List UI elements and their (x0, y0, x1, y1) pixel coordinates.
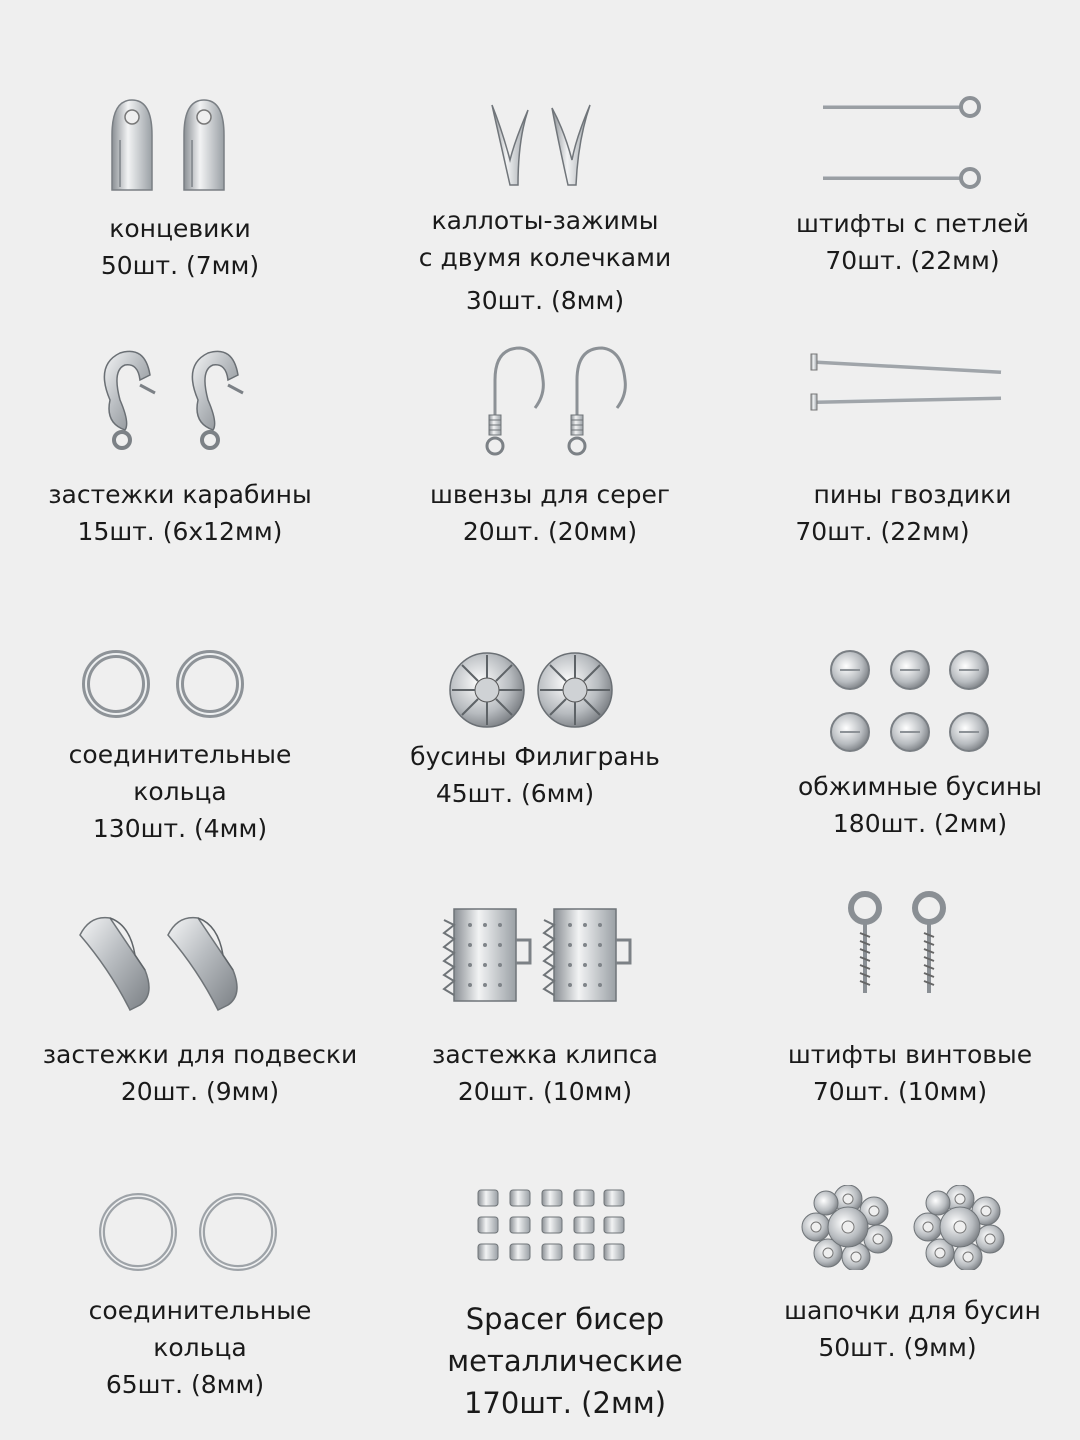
item-name: обжимные бусины (797, 772, 1043, 801)
item-qty: 15шт. (6х12мм) (77, 517, 283, 546)
item-name-line1: каллоты-зажимы (431, 206, 659, 235)
calotte-clamp-icon (480, 100, 610, 190)
cord-end-icon (100, 95, 260, 200)
head-pin-icon (805, 350, 1005, 420)
item-name: застежки для подвески (42, 1040, 358, 1069)
item-name: шапочки для бусин (784, 1296, 1041, 1325)
eye-pin-icon (820, 90, 985, 195)
item-qty: 170шт. (2мм) (463, 1386, 667, 1420)
item-name-line1: соединительные (88, 1296, 312, 1325)
item-qty: 65шт. (8мм) (105, 1370, 265, 1399)
item-qty: 70шт. (22мм) (825, 246, 1000, 275)
item-name-line1: соединительные (68, 740, 292, 769)
ribbon-clamp-icon (440, 905, 640, 1010)
item-name: застежки карабины (48, 480, 312, 509)
item-qty: 70шт. (10мм) (812, 1077, 988, 1106)
item-qty: 180шт. (2мм) (832, 809, 1008, 838)
item-qty: 20шт. (20мм) (462, 517, 638, 546)
item-name: швензы для серег (429, 480, 671, 509)
item-name: штифты винтовые (787, 1040, 1033, 1069)
item-qty: 30шт. (8мм) (465, 286, 625, 315)
item-qty: 50шт. (9мм) (818, 1333, 977, 1362)
item-qty: 45шт. (6мм) (435, 779, 595, 808)
item-name: бусины Филигрань (410, 742, 660, 771)
item-qty: 130шт. (4мм) (92, 814, 268, 843)
spacer-bead-icon (470, 1185, 630, 1265)
item-qty: 20шт. (9мм) (120, 1077, 280, 1106)
screw-eye-pin-icon (840, 888, 960, 998)
filigree-bead-icon (445, 650, 620, 730)
item-qty: 50шт. (7мм) (100, 251, 260, 280)
item-name-line2: с двумя колечками (418, 243, 672, 272)
item-name-line2: металлические (447, 1344, 683, 1378)
item-name: пины гвоздики (813, 480, 1012, 509)
item-name-line1: Spacer бисер (465, 1302, 665, 1336)
item-name: застежка клипса (432, 1040, 658, 1069)
item-name-line2: кольца (133, 777, 227, 806)
lobster-clasp-icon (90, 345, 260, 455)
crimp-bead-icon (825, 648, 995, 753)
item-qty: 20шт. (10мм) (457, 1077, 633, 1106)
earring-hook-icon (455, 340, 635, 465)
item-name: концевики (109, 214, 251, 243)
item-name: штифты с петлей (796, 209, 1029, 238)
pendant-bail-icon (75, 910, 265, 1015)
jump-ring-large-icon (96, 1192, 282, 1272)
jump-ring-small-icon (78, 648, 250, 720)
bead-cap-icon (800, 1185, 1015, 1270)
item-name-line2: кольца (153, 1333, 247, 1362)
item-qty: 70шт. (22мм) (795, 517, 970, 546)
